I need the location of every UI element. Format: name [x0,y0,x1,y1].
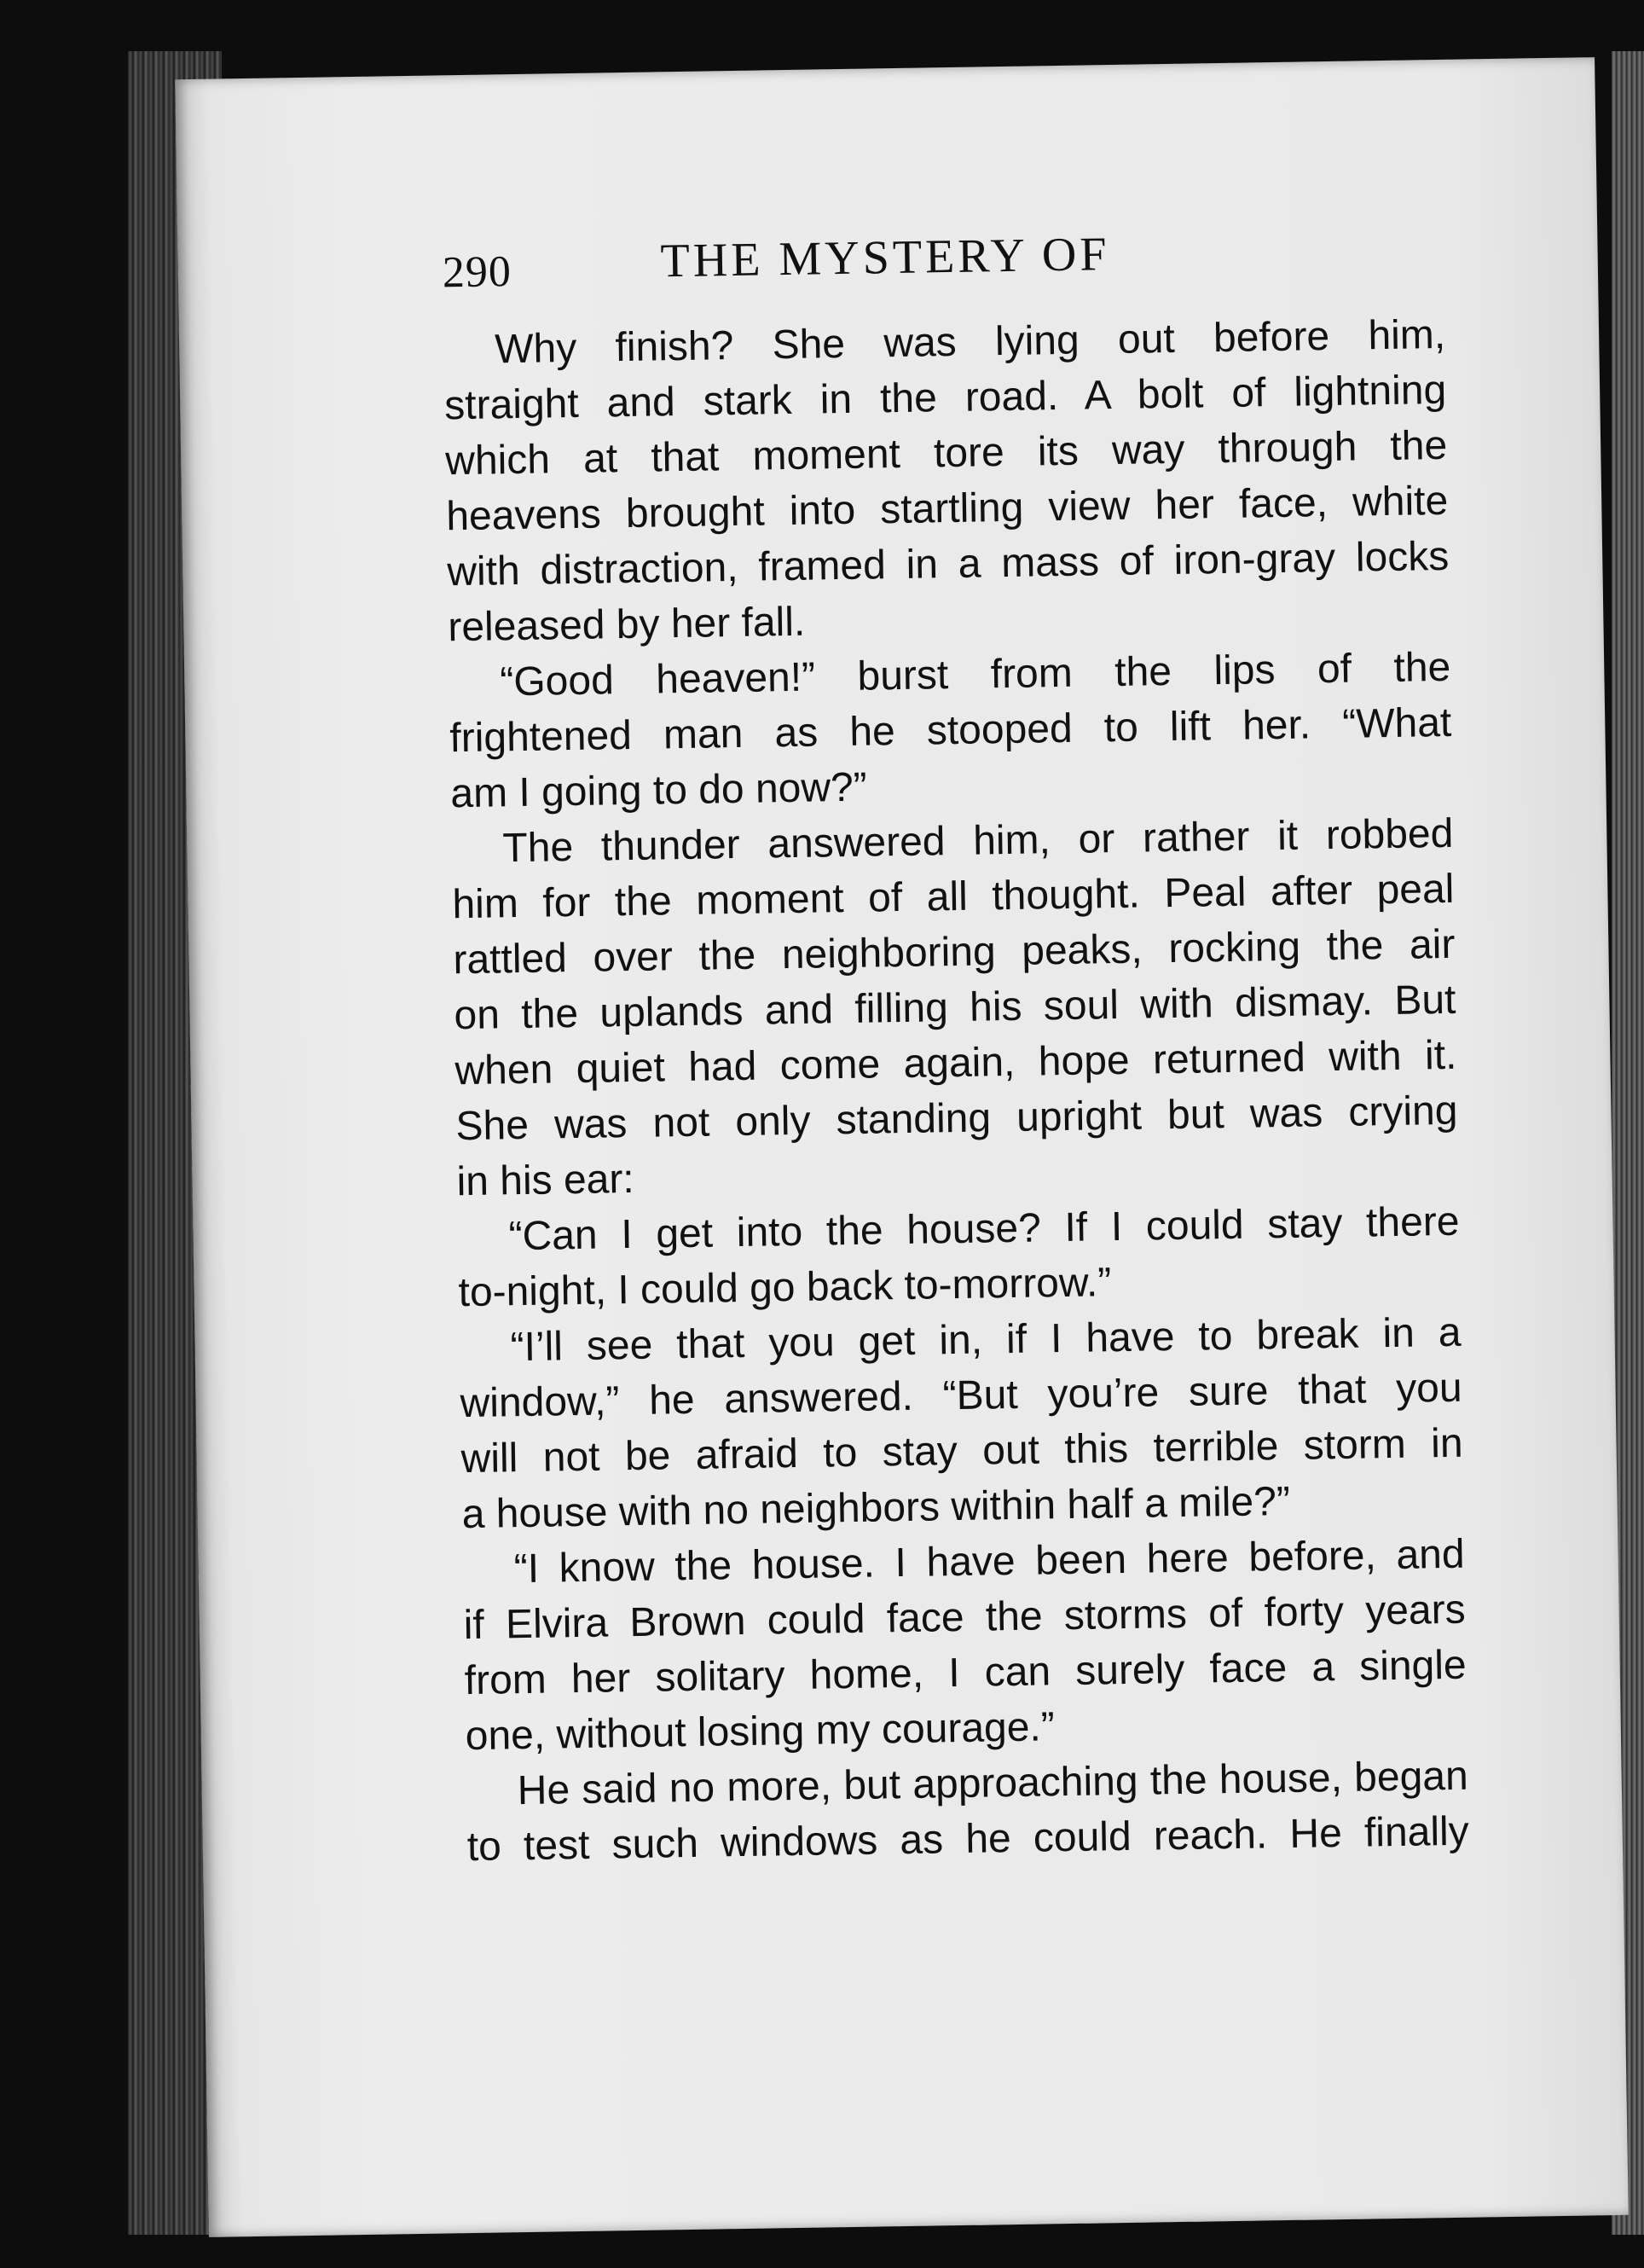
text-line: “I’ll see that you get in, if I have to break in a [510,1309,1462,1371]
text-line: with distraction, framed in a mass of iron-gray locks [446,533,1450,595]
text-line: which at that moment tore its way through the [444,422,1448,484]
running-head [442,219,1585,305]
text-line: window,” he answered. “But you’re sure that you [460,1365,1462,1427]
text-line: heavens brought into startling view her face, white [445,478,1449,540]
text-line: She was not only standing upright but was crying [455,1088,1458,1150]
text-line: one, without losing my courage.” [465,1704,1056,1760]
text-line: on the uplands and filling his soul with dismay. But [454,977,1456,1039]
text-line: He said no more, but approaching the house, began [517,1753,1469,1814]
text-line: from her solitary home, I can surely face a single [464,1642,1467,1704]
text-line: straight and stark in the road. A bolt of lightning [443,367,1447,429]
text-line: released by her fall. [447,599,806,651]
text-line: in his ear: [456,1156,635,1205]
text-line: when quiet had come again, hope returned with it. [454,1032,1457,1094]
book-page [175,57,1629,2237]
body-text [443,307,1469,1875]
text-line: “Can I get into the house? If I could stay there [508,1198,1460,1260]
text-line: “I know the house. I have been here before, and [513,1531,1465,1592]
text-line: a house with no neighbors within half a mile?” [461,1478,1291,1538]
text-line: The thunder answered him, or rather it robbed [502,810,1454,872]
text-line: to test such windows as he could reach. He finally [466,1808,1470,1871]
text-line: rattled over the neighboring peaks, rocking the air [453,921,1456,983]
text-line: him for the moment of all thought. Peal after peal [452,866,1455,928]
text-line: Why finish? She was lying out before him, [494,311,1446,373]
running-title: THE MYSTERY OF [660,228,1110,288]
text-line: am I going to do now?” [450,764,868,817]
page-number: 290 [442,247,512,298]
text-line: if Elvira Brown could face the storms of forty years [463,1586,1467,1649]
text-line: will not be afraid to stay out this terrible storm in [460,1420,1463,1482]
text-line: “Good heaven!” burst from the lips of the [499,644,1451,705]
text-line: frightened man as he stooped to lift her. “What [449,699,1452,762]
text-line: to-night, I could go back to-morrow.” [458,1260,1112,1316]
